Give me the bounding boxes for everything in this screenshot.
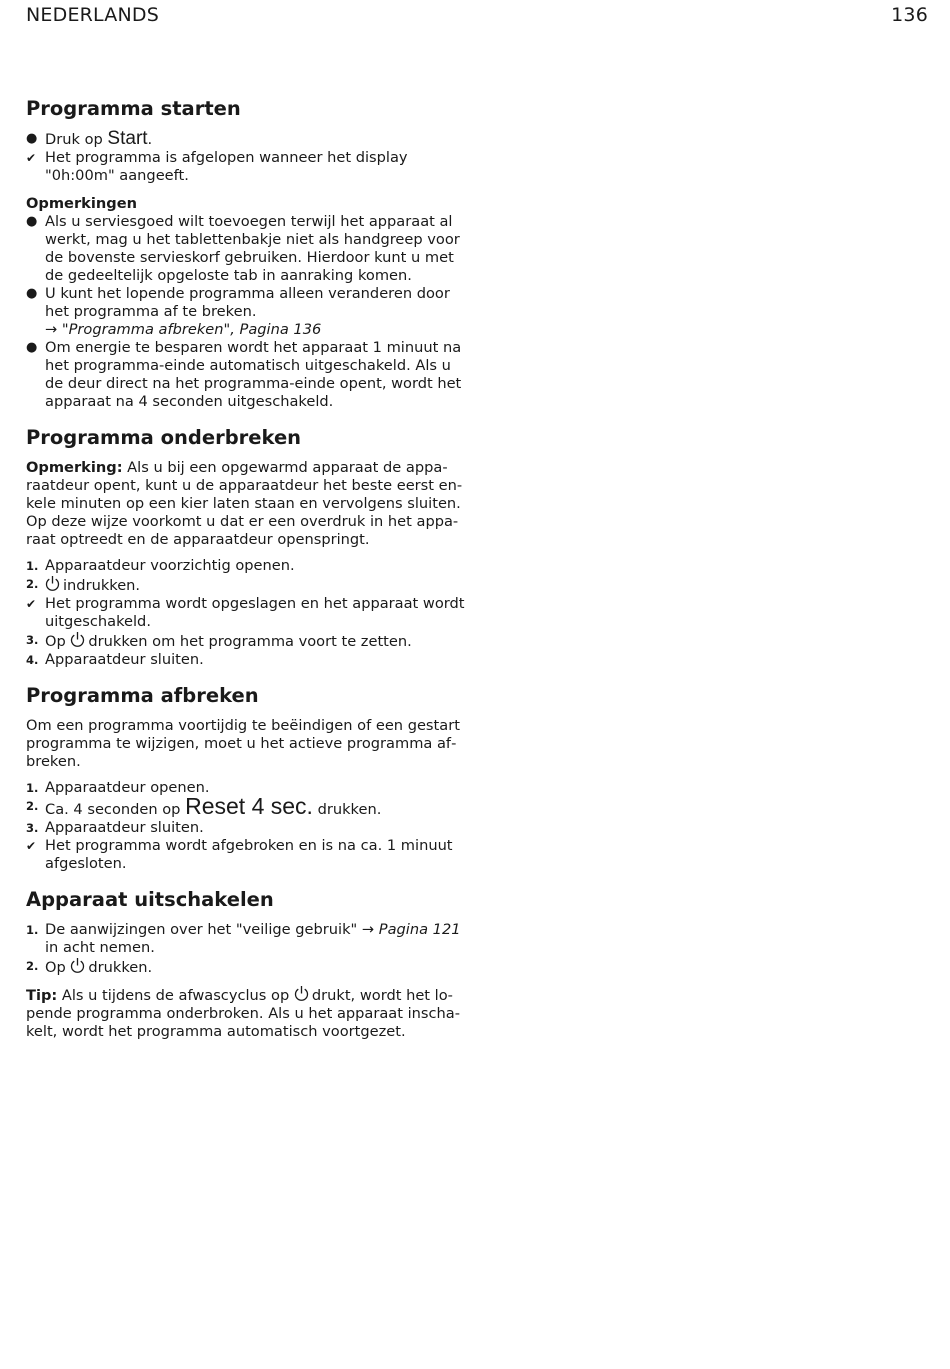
step-item: 3. Op drukken om het programma voort te zetten. — [26, 633, 412, 650]
result-item: ✔ Het programma wordt afgebroken en is na ca. 1 minuut afgesloten. — [26, 837, 453, 872]
content-column — [26, 96, 466, 1055]
list-item: ● Als u serviesgoed wilt toevoegen terwijl het apparaat al werkt, mag u het tablettenbakje niet als handgreep voor de bovenste servieskorf gebruiken. Hierdoor kunt u met de gedeeltelijk opgeloste tab in aanraking komen. — [26, 213, 460, 284]
power-icon — [70, 631, 85, 648]
intro-paragraph: Om een programma voortijdig te beëindigen of een gestart programma te wijzigen, moet u het actieve programma afbreken. — [26, 717, 460, 770]
step-item: 2. indrukken. — [26, 577, 141, 594]
list-item: ● Om energie te besparen wordt het apparaat 1 minuut na het programma-einde automatisch uitgeschakeld. Als u de deur direct na het programma-einde opent, wordt het apparaat na 4 seconden uitgeschakeld. — [26, 339, 462, 410]
section-title: Programma onderbreken — [26, 426, 302, 449]
cross-reference-link[interactable]: Pagina 121 — [378, 921, 461, 938]
note-paragraph: Opmerking: Als u bij een opgewarmd apparaat de apparaatdeur opent, kunt u de apparaatdeur het beste eerst enkele minuten op een kier laten staan en vervolgens sluiten. Op deze wijze voorkomt u dat er een overdruk in het apparaat optreedt en de apparaatdeur openspringt. — [26, 459, 463, 548]
check-icon: ✔ — [26, 597, 37, 611]
start-display-label: Start — [107, 128, 148, 149]
section-title: Programma starten — [26, 97, 241, 120]
check-icon: ✔ — [26, 839, 37, 853]
header-language: NEDERLANDS — [26, 4, 159, 26]
list-item: ● Druk op Start. — [26, 128, 153, 149]
check-icon: ✔ — [26, 151, 37, 165]
cross-reference-link[interactable]: "Programma afbreken", Pagina 136 — [61, 321, 322, 338]
result-item: ✔ Het programma is afgelopen wanneer het display "0h:00m" aangeeft. — [26, 149, 408, 184]
list-item: ● U kunt het lopende programma alleen veranderen door het programma af te breken. → "Programma afbreken", Pagina 136 — [26, 285, 450, 338]
page-number: 136 — [891, 4, 928, 26]
arrow-icon: → — [361, 921, 375, 938]
power-icon — [45, 575, 60, 592]
section-title: Programma afbreken — [26, 684, 259, 707]
section-programma-afbreken — [26, 683, 466, 873]
step-item: 1. Apparaatdeur openen. — [26, 779, 210, 796]
arrow-icon: → — [45, 321, 58, 338]
power-icon — [70, 957, 85, 974]
bullet-icon: ● — [26, 214, 38, 229]
section-apparaat-uitschakelen — [26, 887, 466, 1041]
section-programma-starten — [26, 96, 466, 411]
bullet-icon: ● — [26, 286, 38, 301]
tip-paragraph: Tip: Als u tijdens de afwascyclus op drukt, wordt het lopende programma onderbroken. Als u het apparaat inschakelt, wordt het programma automatisch voortgezet. — [26, 987, 461, 1040]
step-item: 2. Ca. 4 seconden op Reset 4 sec. drukken. — [26, 793, 382, 819]
bullet-icon: ● — [26, 340, 38, 355]
notes-title: Opmerkingen — [26, 195, 137, 212]
section-title: Apparaat uitschakelen — [26, 888, 274, 911]
power-icon — [294, 985, 309, 1002]
step-item: 3. Apparaatdeur sluiten. — [26, 819, 204, 836]
section-programma-onderbreken — [26, 425, 466, 669]
step-item: 2. Op drukken. — [26, 959, 153, 976]
reset-display-label: Reset 4 sec. — [185, 793, 313, 819]
step-item: 4. Apparaatdeur sluiten. — [26, 651, 204, 668]
step-item: 1. De aanwijzingen over het "veilige gebruik" → Pagina 121 in acht nemen. — [26, 921, 461, 956]
result-item: ✔ Het programma wordt opgeslagen en het apparaat wordt uitgeschakeld. — [26, 595, 465, 630]
bullet-icon: ● — [26, 131, 38, 146]
step-item: 1. Apparaatdeur voorzichtig openen. — [26, 557, 295, 574]
